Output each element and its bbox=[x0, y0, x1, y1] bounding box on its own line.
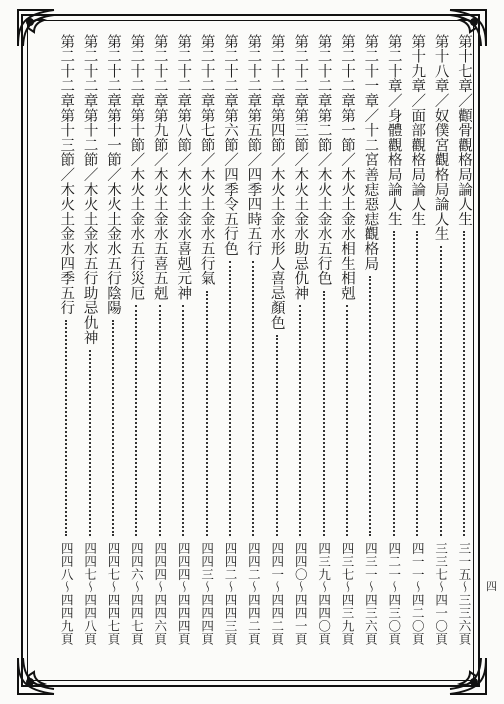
corner-ornament-bottom-left bbox=[14, 654, 58, 698]
leader-dots bbox=[112, 320, 114, 536]
leader-dots bbox=[323, 291, 325, 536]
toc-entry bbox=[128, 34, 144, 659]
toc-entry-title: 第二十章／身體觀格局論人生 bbox=[385, 34, 402, 227]
toc-entry-pages: 四三九～四四〇頁 bbox=[316, 542, 332, 646]
toc-entry bbox=[82, 34, 98, 659]
leader-dots bbox=[369, 276, 371, 536]
leader-dots bbox=[65, 320, 67, 536]
toc-entry bbox=[58, 34, 74, 659]
toc-entry-pages: 三三七～四一〇頁 bbox=[433, 542, 449, 646]
toc-entry-title: 第二十二章第一節／木火土金水相生相剋 bbox=[339, 34, 355, 301]
toc-entry bbox=[199, 34, 215, 659]
toc-entry bbox=[152, 34, 168, 659]
leader-dots bbox=[252, 261, 254, 536]
toc-entry-pages: 四四二～四四三頁 bbox=[223, 542, 238, 646]
toc-entry-pages: 四四一～四四二頁 bbox=[269, 542, 285, 646]
toc-entry bbox=[175, 34, 191, 659]
toc-entry-title: 第十九章／面部觀格局論人生 bbox=[409, 34, 426, 227]
toc-entry bbox=[292, 34, 308, 659]
toc-entry-title: 第二十二章第十三節／木火土金水四季五行 bbox=[58, 34, 75, 316]
leader-dots bbox=[135, 305, 137, 536]
leader-dots bbox=[159, 305, 161, 536]
toc-entry-title: 第二十一章／十二宮善痣惡痣觀格局 bbox=[362, 34, 379, 271]
toc-entry bbox=[316, 34, 332, 659]
corner-ornament-bottom-right bbox=[446, 654, 490, 698]
toc-entry-title: 第二十二章第三節／木火土金水助忌仇神 bbox=[292, 34, 309, 301]
toc-entry-pages: 四三一～四三六頁 bbox=[363, 542, 379, 646]
toc-entry-pages: 四四八～四四九頁 bbox=[59, 542, 75, 646]
toc-entry bbox=[339, 34, 355, 659]
toc-entry-pages: 四四四～四四四頁 bbox=[176, 542, 192, 646]
leader-dots bbox=[229, 261, 231, 536]
leader-dots bbox=[89, 350, 91, 536]
toc-entry-pages: 四四七～四四七頁 bbox=[106, 542, 121, 646]
toc-entry bbox=[245, 34, 261, 659]
leader-dots bbox=[346, 305, 348, 536]
toc-entry bbox=[222, 34, 238, 659]
leader-dots bbox=[463, 231, 465, 536]
leader-dots bbox=[440, 246, 442, 536]
toc-entry bbox=[386, 34, 402, 659]
toc-entry-pages: 四二一～四三〇頁 bbox=[386, 542, 402, 646]
leader-dots bbox=[393, 231, 395, 536]
toc-entry-title: 第二十二章第六節／四季令五行色 bbox=[222, 34, 238, 256]
toc-entry-title: 第二十二章第七節／木火土金水五行氣 bbox=[198, 34, 215, 286]
toc-entry-pages: 四四三～四四四頁 bbox=[199, 542, 215, 646]
toc-entry-title: 第二十二章第五節／四季四時五行 bbox=[245, 34, 262, 256]
leader-dots bbox=[276, 335, 278, 536]
leader-dots bbox=[416, 231, 418, 536]
toc-entry-pages: 四四四～四四六頁 bbox=[152, 542, 168, 646]
leader-dots bbox=[299, 305, 301, 536]
corner-ornament-top-left bbox=[14, 6, 58, 50]
toc-entry-pages: 四四二～四四二頁 bbox=[246, 542, 262, 646]
toc-entry-title: 第二十二章第四節／木火土金水形人喜忌顏色 bbox=[268, 34, 285, 330]
toc-entry-pages: 四一一～四二〇頁 bbox=[410, 542, 426, 646]
toc-entry-pages: 三一五～三三六頁 bbox=[457, 542, 472, 646]
toc-entry bbox=[456, 34, 472, 659]
toc-entry-title: 第十八章／奴僕宮觀格局論人生 bbox=[432, 34, 449, 242]
toc-entry-title: 第二十二章第二節／木火土金水五行色 bbox=[315, 34, 332, 286]
toc-entry bbox=[362, 34, 378, 659]
toc-entry-pages: 四四〇～四四一頁 bbox=[293, 542, 309, 646]
toc-entry-title: 第二十二章第九節／木火土金水五喜五剋 bbox=[151, 34, 168, 301]
toc-entry-title: 第二十二章第十一節／木火土金水五行陰陽 bbox=[105, 34, 121, 316]
toc-entry bbox=[409, 34, 425, 659]
toc-entry-title: 第二十二章第十二節／木火土金水五行助忌仇神 bbox=[81, 34, 98, 345]
toc-entry-title: 第二十二章第八節／木火土金水喜剋元神 bbox=[175, 34, 192, 301]
toc-entry-pages: 四四七～四四八頁 bbox=[82, 542, 98, 646]
toc-entry-pages: 四四六～四四七頁 bbox=[129, 542, 145, 646]
toc-entry bbox=[105, 34, 121, 659]
page-number: 四 bbox=[486, 580, 497, 593]
leader-dots bbox=[206, 291, 208, 536]
toc-entry-title: 第二十二章第十節／木火土金水五行災厄 bbox=[128, 34, 145, 301]
toc-entry bbox=[433, 34, 449, 659]
leader-dots bbox=[182, 305, 184, 536]
toc-entry-pages: 四三七～四三九頁 bbox=[340, 542, 355, 646]
toc-entry-title: 第十七章／顴骨觀格局論人生 bbox=[456, 34, 472, 227]
toc-entry bbox=[269, 34, 285, 659]
